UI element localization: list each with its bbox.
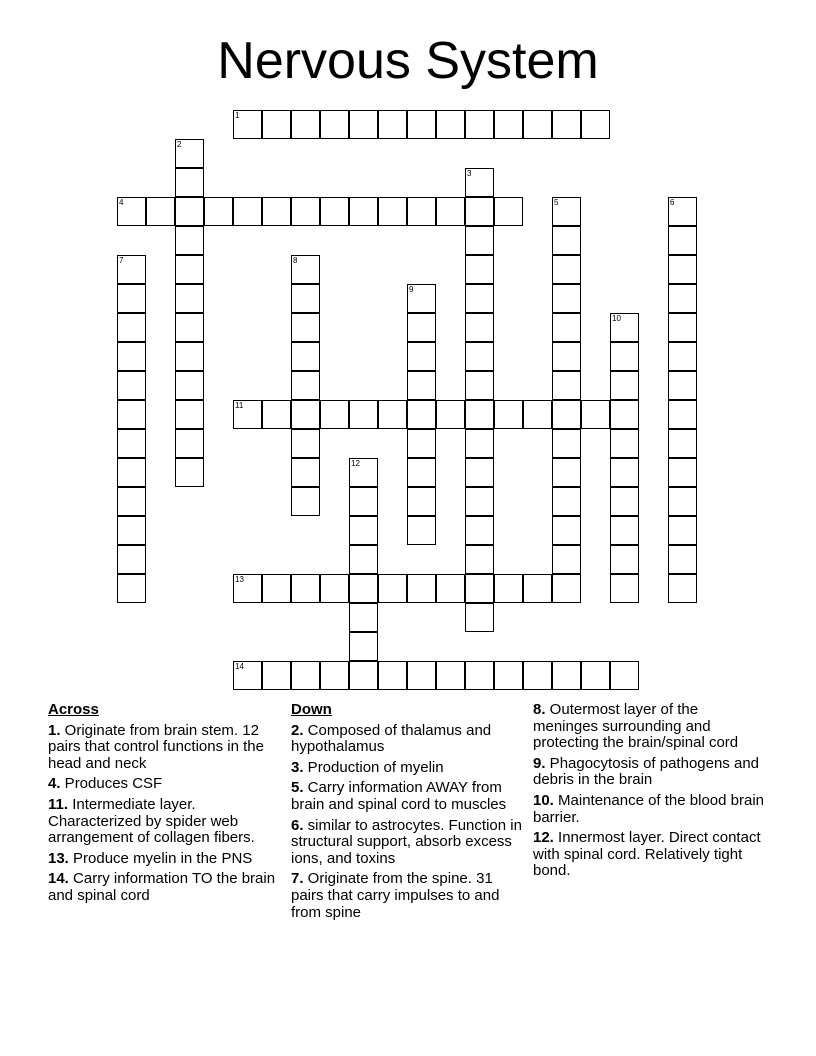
grid-cell[interactable] [494, 661, 523, 690]
grid-cell[interactable] [233, 197, 262, 226]
clue-item-text: Outermost layer of the meninges surrounding and protecting the brain/spinal cord [533, 701, 739, 752]
clue-item-text: Intermediate layer. Characterized by spider web arrangement of collagen fibers. [48, 795, 255, 847]
grid-cell[interactable] [233, 574, 262, 603]
grid-cell[interactable] [552, 458, 581, 487]
clue-item-number: 7. [291, 870, 304, 888]
grid-cell[interactable] [175, 255, 204, 284]
grid-cell[interactable] [552, 516, 581, 545]
grid-cell[interactable] [117, 197, 146, 226]
grid-cell[interactable] [349, 458, 378, 487]
grid-cell[interactable] [262, 110, 291, 139]
clue-item-number: 3. [291, 758, 304, 776]
down-clue-list [291, 723, 523, 922]
grid-cell[interactable] [262, 574, 291, 603]
grid-cell[interactable] [291, 313, 320, 342]
grid-cell[interactable] [610, 371, 639, 400]
grid-cell[interactable] [291, 197, 320, 226]
grid-cell[interactable] [349, 603, 378, 632]
clue-item [533, 702, 765, 752]
grid-cell[interactable] [436, 197, 465, 226]
clue-item-text: Originate from the spine. 31 pairs that carry impulses to and from spine [291, 870, 500, 921]
grid-cell[interactable] [117, 429, 146, 458]
grid-cell[interactable] [175, 284, 204, 313]
grid-cell[interactable] [117, 400, 146, 429]
clue-item-number: 8. [533, 701, 546, 718]
grid-cell[interactable] [349, 661, 378, 690]
clue-item [48, 723, 280, 773]
grid-cell[interactable] [465, 545, 494, 574]
clue-item [48, 776, 280, 793]
grid-cell[interactable] [465, 371, 494, 400]
grid-cell[interactable] [552, 284, 581, 313]
grid-cell[interactable] [465, 429, 494, 458]
across-heading: Across [48, 701, 99, 718]
clue-number: 1 [235, 111, 240, 120]
down-clues [291, 702, 523, 925]
grid-cell[interactable] [320, 197, 349, 226]
grid-cell[interactable] [465, 661, 494, 690]
grid-cell[interactable] [494, 110, 523, 139]
grid-cell[interactable] [378, 197, 407, 226]
clue-item-number: 5. [291, 779, 304, 797]
across-clues [48, 702, 280, 909]
across-clue-list [48, 723, 280, 905]
grid-cell[interactable] [407, 458, 436, 487]
down-clues-continued [533, 702, 765, 884]
grid-cell[interactable] [668, 371, 697, 400]
grid-cell[interactable] [117, 487, 146, 516]
grid-cell[interactable] [610, 574, 639, 603]
grid-cell[interactable] [117, 284, 146, 313]
grid-cell[interactable] [291, 284, 320, 313]
grid-cell[interactable] [117, 313, 146, 342]
grid-cell[interactable] [291, 255, 320, 284]
grid-cell[interactable] [407, 197, 436, 226]
grid-cell[interactable] [523, 574, 552, 603]
grid-cell[interactable] [407, 574, 436, 603]
grid-cell[interactable] [407, 429, 436, 458]
grid-cell[interactable] [378, 574, 407, 603]
grid-cell[interactable] [552, 342, 581, 371]
grid-cell[interactable] [175, 197, 204, 226]
clue-item-number: 12. [533, 829, 554, 847]
grid-cell[interactable] [610, 516, 639, 545]
grid-cell[interactable] [407, 487, 436, 516]
clue-item [533, 793, 765, 826]
clue-item-text: similar to astrocytes. Function in structural support, absorb excess ions, and toxins [291, 816, 522, 867]
clue-item-number: 2. [291, 721, 304, 739]
grid-cell[interactable] [175, 168, 204, 197]
grid-cell[interactable] [494, 574, 523, 603]
grid-cell[interactable] [175, 313, 204, 342]
grid-cell[interactable] [407, 284, 436, 313]
grid-cell[interactable] [291, 342, 320, 371]
grid-cell[interactable] [610, 342, 639, 371]
grid-cell[interactable] [175, 139, 204, 168]
grid-cell[interactable] [349, 574, 378, 603]
clue-item-number: 6. [291, 816, 304, 834]
grid-cell[interactable] [668, 429, 697, 458]
clue-number: 9 [409, 285, 414, 294]
grid-cell[interactable] [465, 458, 494, 487]
grid-cell[interactable] [552, 313, 581, 342]
grid-cell[interactable] [465, 487, 494, 516]
grid-cell[interactable] [291, 574, 320, 603]
clue-number: 13 [235, 575, 244, 584]
grid-cell[interactable] [117, 574, 146, 603]
grid-cell[interactable] [668, 545, 697, 574]
grid-cell[interactable] [436, 400, 465, 429]
grid-cell[interactable] [407, 400, 436, 429]
clue-number: 3 [467, 169, 472, 178]
clue-item [533, 756, 765, 789]
grid-cell[interactable] [378, 400, 407, 429]
grid-cell[interactable] [465, 168, 494, 197]
grid-cell[interactable] [117, 545, 146, 574]
clue-number: 14 [235, 662, 244, 671]
grid-cell[interactable] [581, 400, 610, 429]
clue-item-number: 11. [48, 795, 69, 813]
clue-item [48, 797, 280, 847]
grid-cell[interactable] [552, 197, 581, 226]
clue-item [291, 818, 523, 868]
grid-cell[interactable] [668, 574, 697, 603]
grid-cell[interactable] [320, 661, 349, 690]
grid-cell[interactable] [291, 110, 320, 139]
grid-cell[interactable] [349, 545, 378, 574]
clue-number: 7 [119, 256, 124, 265]
clue-item-text: Innermost layer. Direct contact with spinal cord. Relatively tight bond. [533, 829, 761, 880]
grid-cell[interactable] [552, 255, 581, 284]
grid-cell[interactable] [465, 516, 494, 545]
grid-cell[interactable] [610, 400, 639, 429]
grid-cell[interactable] [465, 574, 494, 603]
grid-cell[interactable] [349, 197, 378, 226]
grid-cell[interactable] [523, 110, 552, 139]
grid-cell[interactable] [552, 574, 581, 603]
grid-cell[interactable] [465, 284, 494, 313]
down-heading: Down [291, 701, 332, 718]
grid-cell[interactable] [407, 516, 436, 545]
grid-cell[interactable] [349, 516, 378, 545]
grid-cell[interactable] [552, 400, 581, 429]
grid-cell[interactable] [494, 400, 523, 429]
grid-cell[interactable] [523, 400, 552, 429]
grid-cell[interactable] [407, 661, 436, 690]
grid-cell[interactable] [262, 400, 291, 429]
grid-cell[interactable] [291, 487, 320, 516]
clue-number: 11 [235, 401, 244, 410]
grid-cell[interactable] [610, 487, 639, 516]
grid-cell[interactable] [349, 110, 378, 139]
clue-item-number: 14. [48, 870, 69, 888]
grid-cell[interactable] [291, 661, 320, 690]
grid-cell[interactable] [668, 342, 697, 371]
grid-cell[interactable] [610, 661, 639, 690]
grid-cell[interactable] [233, 110, 262, 139]
grid-cell[interactable] [320, 574, 349, 603]
grid-cell[interactable] [349, 487, 378, 516]
grid-cell[interactable] [668, 313, 697, 342]
grid-cell[interactable] [117, 342, 146, 371]
grid-cell[interactable] [494, 197, 523, 226]
grid-cell[interactable] [407, 371, 436, 400]
clue-item-text: Carry information TO the brain and spinal cord [48, 870, 276, 904]
clue-number: 5 [554, 198, 559, 207]
grid-cell[interactable] [175, 400, 204, 429]
clue-number: 4 [119, 198, 124, 207]
clue-item [291, 871, 523, 921]
grid-cell[interactable] [175, 429, 204, 458]
grid-cell[interactable] [465, 226, 494, 255]
grid-cell[interactable] [175, 226, 204, 255]
grid-cell[interactable] [668, 516, 697, 545]
grid-cell[interactable] [610, 429, 639, 458]
clue-item [533, 830, 765, 880]
grid-cell[interactable] [465, 313, 494, 342]
down-clue-list-continued [533, 702, 765, 880]
clue-item-text: Carry information AWAY from brain and spinal cord to muscles [291, 779, 507, 813]
grid-cell[interactable] [465, 197, 494, 226]
grid-cell[interactable] [320, 400, 349, 429]
grid-cell[interactable] [465, 400, 494, 429]
grid-cell[interactable] [552, 429, 581, 458]
clue-number: 10 [612, 314, 621, 323]
grid-cell[interactable] [117, 371, 146, 400]
grid-cell[interactable] [117, 255, 146, 284]
grid-cell[interactable] [552, 487, 581, 516]
grid-cell[interactable] [204, 197, 233, 226]
grid-cell[interactable] [291, 400, 320, 429]
grid-cell[interactable] [262, 197, 291, 226]
grid-cell[interactable] [610, 458, 639, 487]
grid-cell[interactable] [378, 110, 407, 139]
grid-cell[interactable] [668, 487, 697, 516]
grid-cell[interactable] [117, 458, 146, 487]
grid-cell[interactable] [465, 342, 494, 371]
clue-item-number: 9. [533, 754, 546, 772]
clue-item-number: 1. [48, 721, 61, 739]
clue-item [291, 780, 523, 813]
grid-cell[interactable] [436, 110, 465, 139]
clue-number: 6 [670, 198, 675, 207]
grid-cell[interactable] [291, 458, 320, 487]
grid-cell[interactable] [465, 255, 494, 284]
grid-cell[interactable] [668, 284, 697, 313]
grid-cell[interactable] [610, 545, 639, 574]
grid-cell[interactable] [320, 110, 349, 139]
grid-cell[interactable] [552, 226, 581, 255]
grid-cell[interactable] [407, 313, 436, 342]
clue-item-text: Produce myelin in the PNS [68, 849, 253, 867]
grid-cell[interactable] [581, 661, 610, 690]
grid-cell[interactable] [407, 342, 436, 371]
grid-cell[interactable] [407, 110, 436, 139]
grid-cell[interactable] [262, 661, 291, 690]
grid-cell[interactable] [552, 110, 581, 139]
grid-cell[interactable] [552, 371, 581, 400]
grid-cell[interactable] [233, 661, 262, 690]
grid-cell[interactable] [233, 400, 262, 429]
grid-cell[interactable] [668, 458, 697, 487]
clue-item-number: 10. [533, 791, 554, 809]
grid-cell[interactable] [581, 110, 610, 139]
grid-cell[interactable] [610, 313, 639, 342]
clue-item-text: Composed of thalamus and hypothalamus [291, 721, 492, 756]
grid-cell[interactable] [349, 632, 378, 661]
grid-cell[interactable] [291, 371, 320, 400]
clue-item-text: Produces CSF [60, 775, 163, 793]
grid-cell[interactable] [668, 255, 697, 284]
clue-number: 2 [177, 140, 182, 149]
clue-item-text: Phagocytosis of pathogens and debris in the brain [533, 754, 760, 789]
clue-item [291, 723, 523, 756]
grid-cell[interactable] [668, 197, 697, 226]
grid-cell[interactable] [552, 545, 581, 574]
clue-item [291, 760, 523, 777]
grid-cell[interactable] [465, 110, 494, 139]
clue-item-text: Maintenance of the blood brain barrier. [533, 791, 765, 826]
grid-cell[interactable] [175, 458, 204, 487]
clue-item-number: 4. [48, 775, 61, 793]
grid-cell[interactable] [291, 429, 320, 458]
clue-item [48, 851, 280, 868]
grid-cell[interactable] [552, 661, 581, 690]
grid-cell[interactable] [436, 661, 465, 690]
clue-item-text: Originate from brain stem. 12 pairs that control functions in the head and neck [48, 721, 264, 772]
clue-item [48, 871, 280, 904]
grid-cell[interactable] [378, 661, 407, 690]
page-title: Nervous System [217, 32, 599, 90]
grid-cell[interactable] [175, 342, 204, 371]
grid-cell[interactable] [668, 226, 697, 255]
grid-cell[interactable] [146, 197, 175, 226]
grid-cell[interactable] [436, 574, 465, 603]
clue-item-number: 13. [48, 849, 69, 867]
grid-cell[interactable] [465, 603, 494, 632]
clue-number: 8 [293, 256, 298, 265]
clue-number: 12 [351, 459, 360, 468]
clue-item-text: Production of myelin [303, 758, 444, 776]
grid-cell[interactable] [523, 661, 552, 690]
grid-cell[interactable] [175, 371, 204, 400]
grid-cell[interactable] [668, 400, 697, 429]
grid-cell[interactable] [117, 516, 146, 545]
grid-cell[interactable] [349, 400, 378, 429]
